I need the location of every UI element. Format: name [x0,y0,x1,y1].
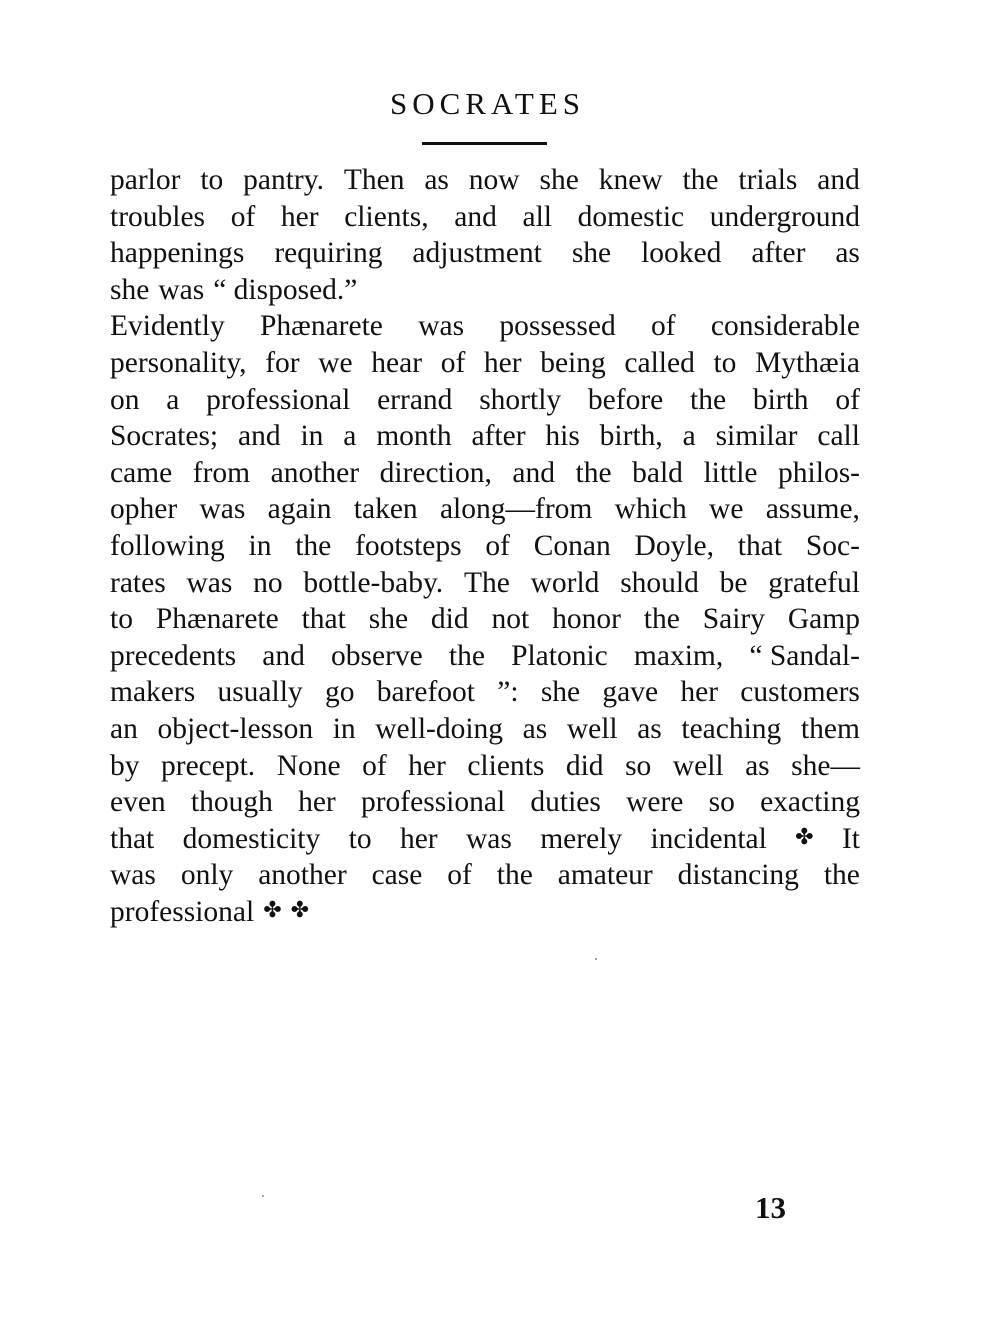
text-word: by [110,749,140,782]
text-word: that [110,822,155,855]
text-word: adjustment [412,237,542,270]
text-word: Then [343,164,405,196]
text-line [110,455,860,492]
text-word: that [301,603,346,636]
text-word: “ Sandal- [749,639,860,672]
text-word: incidental [650,822,767,855]
text-word: she [368,603,409,636]
text-word: another [270,456,360,489]
text-word: Mythæia [755,346,860,379]
text-word: little [703,456,758,489]
text-word: assume, [765,493,860,526]
text-word: in [248,529,272,562]
text-word: well [566,712,618,745]
text-line [110,857,860,894]
text-word: of [651,310,676,343]
text-word: domestic [577,200,685,233]
text-word: well-doing [375,712,504,745]
text-word: direction, [379,456,492,489]
page-speck [595,958,597,960]
text-word: to [200,164,224,196]
text-word: domesticity [182,822,321,855]
text-word: of [485,529,510,562]
text-word: happenings [110,237,245,270]
text-word: to [713,346,737,379]
text-word: the [575,456,612,489]
text-line [110,272,860,309]
text-word: we [318,346,353,379]
text-word: Doyle, [634,529,715,562]
text-word: another [258,859,347,892]
header-rule [422,142,547,145]
text-word: Soc- [805,529,860,562]
text-word: Platonic [511,639,608,672]
text-word: her [280,200,319,233]
text-word: so [708,786,735,819]
text-word: from [192,456,251,489]
text-word: knew [598,164,663,196]
text-word: she [540,676,581,709]
text-word: Phænarete [155,603,279,636]
text-word: as [522,712,548,745]
text-word: and [817,164,860,196]
text-word: that [737,529,783,562]
text-word: she [110,273,150,306]
text-word: requiring [274,237,383,270]
text-word: ”: [497,676,519,709]
text-word: of [835,383,860,416]
text-line [110,565,860,602]
text-word: the [496,859,533,892]
text-line [110,199,860,236]
text-word: Phænarete [260,310,383,343]
text-word: her [483,346,522,379]
text-word: case [371,859,423,892]
text-word: Gamp [787,603,860,636]
text-word: to [110,603,133,636]
text-word: honor [552,603,621,636]
text-line [110,382,860,419]
text-word: the [823,859,860,892]
text-word: go [324,676,355,709]
text-word: after [751,237,806,270]
text-word: clients [467,749,545,782]
text-word: the [643,603,680,636]
text-line [110,784,860,821]
text-line [110,162,860,199]
text-word: professional [110,895,255,928]
text-word: was [186,566,233,599]
text-word: professional [206,383,351,416]
text-word: following [110,529,225,562]
text-word: on [110,383,140,416]
text-line [110,345,860,382]
text-word: “ disposed.” [213,273,358,306]
text-word: merely [540,822,623,855]
text-word: was [110,859,156,892]
text-line [110,748,860,785]
text-line [110,528,860,565]
text-word: observe [331,639,423,672]
text-word: troubles [110,200,206,233]
text-word: rates [110,566,166,599]
text-word: and [238,420,281,453]
text-word: after [471,420,526,453]
text-word: her [399,822,438,855]
text-word: she [571,237,612,270]
text-word: a [343,420,357,453]
text-word: the [682,164,719,196]
text-word: month [376,420,452,453]
text-word: precedents [110,639,237,672]
text-line [110,601,860,638]
text-word: opher [110,493,178,526]
text-word: exacting [760,786,860,819]
page-speck [262,1195,264,1197]
text-word: duties [530,786,601,819]
text-word: professional [360,786,506,819]
text-word: and [454,200,497,233]
text-line [110,308,860,345]
text-word: call [817,420,860,453]
text-word: footsteps [355,529,462,562]
text-word: parlor [110,164,181,196]
body-text [110,162,860,930]
text-word: a [166,383,180,416]
text-word: and [512,456,555,489]
text-word: clients, [344,200,429,233]
text-word: Evidently [110,310,225,343]
text-word: hear [371,346,423,379]
text-line [110,638,860,675]
text-word: we [709,493,744,526]
text-word: even [110,786,166,819]
text-word: philos- [778,456,860,489]
text-word: barefoot [376,676,475,709]
text-word: grateful [768,566,860,599]
text-word: considerable [710,310,860,343]
text-word: well [672,749,724,782]
text-word: her [408,749,446,782]
text-word: distancing [677,859,799,892]
text-word: which [614,493,687,526]
text-word: his [545,420,580,453]
text-word: for [265,346,300,379]
text-word: teaching [681,712,782,745]
text-word: was [418,310,465,343]
text-word: should [620,566,699,599]
text-word: object-lesson [157,712,314,745]
text-word: now [468,164,520,196]
fleuron-ornament-icon: ✤ [290,897,310,923]
text-word: Socrates; [110,420,219,453]
text-word: as [745,749,770,782]
fleuron-ornament-icon: ✤ [263,897,282,923]
text-word: bottle-baby. [303,566,444,599]
text-word: in [332,712,356,745]
text-word: the [690,383,727,416]
text-word: It [841,822,860,855]
text-word: similar [715,420,798,453]
text-word: did [430,603,469,636]
text-word: precept. [161,749,256,782]
text-word: so [625,749,652,782]
text-word: her [680,676,719,709]
text-word: of [447,859,472,892]
text-word: pantry. [243,164,324,196]
text-word: though [190,786,273,819]
text-word: before [587,383,664,416]
text-line [110,491,860,528]
text-word: customers [740,676,860,709]
text-word: along—from [439,493,593,526]
text-word: was [465,822,512,855]
text-word: underground [709,200,860,233]
text-word: taken [353,493,418,526]
text-word: maxim, [633,639,724,672]
text-word: she [539,164,579,196]
text-word: called [624,346,695,379]
text-line [110,894,860,931]
text-word: to [348,822,372,855]
text-word: None [276,749,341,782]
text-word: of [440,346,466,379]
text-word: no [253,566,283,599]
text-word: as [424,164,449,196]
text-line [110,418,860,455]
text-word: a [682,420,696,453]
page-number: 13 [755,1190,786,1225]
text-word: were [626,786,684,819]
text-word: was [158,273,205,306]
text-word: again [267,493,332,526]
text-word: being [540,346,606,379]
text-word: errand [377,383,453,416]
text-word: the [448,639,485,672]
text-word: not [491,603,530,636]
text-word: shortly [479,383,562,416]
text-word: world [530,566,600,599]
text-line [110,235,860,272]
text-word: Sairy [702,603,765,636]
text-word: her [298,786,336,819]
fleuron-ornament-icon: ✤ [795,824,814,850]
text-word: the [295,529,332,562]
running-head: SOCRATES [389,86,586,121]
text-word: usually [217,676,303,709]
text-word: birth, [599,420,663,453]
text-word: birth [752,383,809,416]
text-word: she— [791,749,860,782]
text-word: an [110,712,138,745]
text-word: gave [602,676,659,709]
text-word: did [565,749,604,782]
text-word: trials [738,164,798,196]
text-word: only [180,859,234,892]
text-word: personality, [110,346,247,379]
text-word: of [230,200,256,233]
text-word: came [110,456,173,489]
text-word: makers [110,676,196,709]
text-word: bald [632,456,683,489]
text-word: as [835,237,860,270]
text-line [110,711,860,748]
text-word: amateur [557,859,653,892]
text-line [110,674,860,711]
text-word: all [522,200,552,233]
text-word: in [300,420,324,453]
text-word: and [262,639,305,672]
text-word: of [362,749,387,782]
text-word: looked [641,237,722,270]
text-word: be [719,566,748,599]
text-word: was [199,493,246,526]
text-word: possessed [499,310,616,343]
text-word: them [800,712,860,745]
text-word: The [463,566,510,599]
text-word: Conan [533,529,611,562]
text-line [110,821,860,858]
text-word: as [637,712,662,745]
